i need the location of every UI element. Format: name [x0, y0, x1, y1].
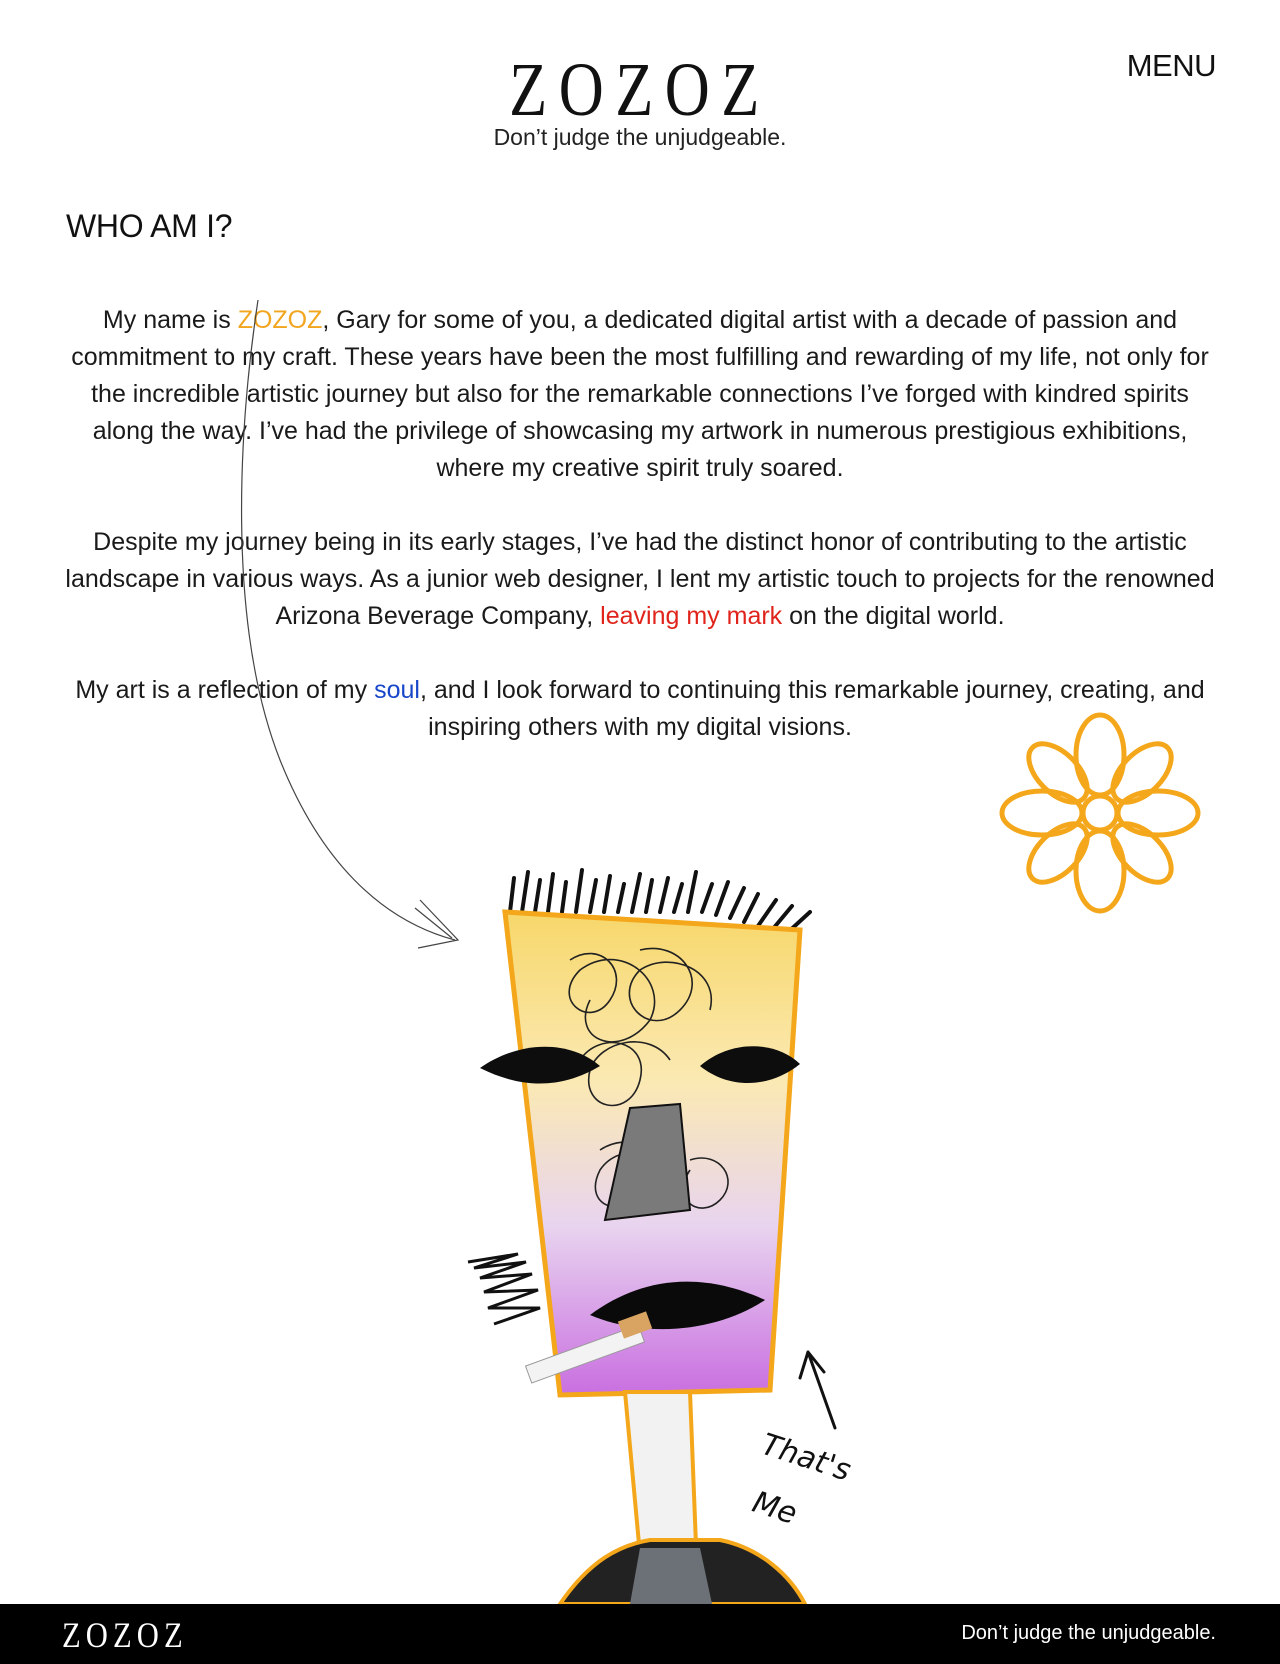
right-eye: [700, 1046, 800, 1083]
menu-button[interactable]: MENU: [1126, 48, 1216, 83]
leaving-my-mark-highlight: leaving my mark: [600, 602, 783, 630]
bio-text-span: , and I look forward to continuing this remarkable journey, creating, and inspiring others with my digital visions.: [419, 676, 1205, 741]
left-eye: [480, 1047, 600, 1084]
bio-text: [64, 302, 1216, 783]
jacket-shape: [560, 1540, 805, 1604]
site-tagline: Don’t judge the unjudgeable.: [493, 124, 787, 150]
cigarette-icon: [526, 1311, 653, 1383]
bio-text-span: My art is a reflection of my: [75, 676, 375, 704]
self-portrait-illustration: [468, 870, 855, 1604]
bio-text-span: on the digital world.: [782, 602, 1005, 630]
site-footer: [0, 1604, 1280, 1664]
footer-logo[interactable]: ZOZOZ: [62, 1615, 188, 1655]
mouth-shape: [590, 1282, 765, 1330]
annotation-text-line2: Me: [748, 1484, 802, 1532]
face-scribbles: [569, 948, 728, 1208]
bio-paragraph-1: [64, 302, 1216, 487]
smoke-squiggle: [468, 1254, 540, 1324]
bio-paragraph-3: [64, 672, 1216, 746]
bio-text-span: , Gary for some of you, a dedicated digital artist with a decade of passion and commitment to my craft. These years have been the most fulfilling and rewarding of my life, not only for the incredible artistic journey but also for the remarkable connections I’ve forged with kindred spirits along the way. I’ve had the privilege of showcasing my artwork in numerous prestigious exhibitions, where my creative spirit truly soared.: [71, 306, 1209, 482]
soul-highlight: soul: [374, 676, 420, 704]
face-shape: [505, 912, 800, 1395]
shirt-shape: [630, 1548, 712, 1604]
neck-shape: [625, 1392, 696, 1555]
nose-shape: [605, 1104, 690, 1220]
site-logo[interactable]: ZOZOZ: [509, 48, 771, 132]
page-heading: WHO AM I?: [66, 208, 233, 244]
hair-strokes: [510, 870, 810, 934]
bio-paragraph-2: [64, 524, 1216, 635]
annotation-text-line1: That's: [757, 1427, 855, 1489]
footer-tagline: Don’t judge the unjudgeable.: [961, 1622, 1216, 1644]
annotation-arrow-icon: [800, 1352, 835, 1428]
bio-text-span: My name is: [102, 306, 238, 334]
artist-name-highlight: ZOZOZ: [237, 306, 323, 334]
bio-text-span: Despite my journey being in its early stages, I’ve had the distinct honor of contributing to the artistic landscape in various ways. As a junior web designer, I lent my artistic touch to projects for the renowned Arizona Beverage Company,: [65, 528, 1215, 630]
